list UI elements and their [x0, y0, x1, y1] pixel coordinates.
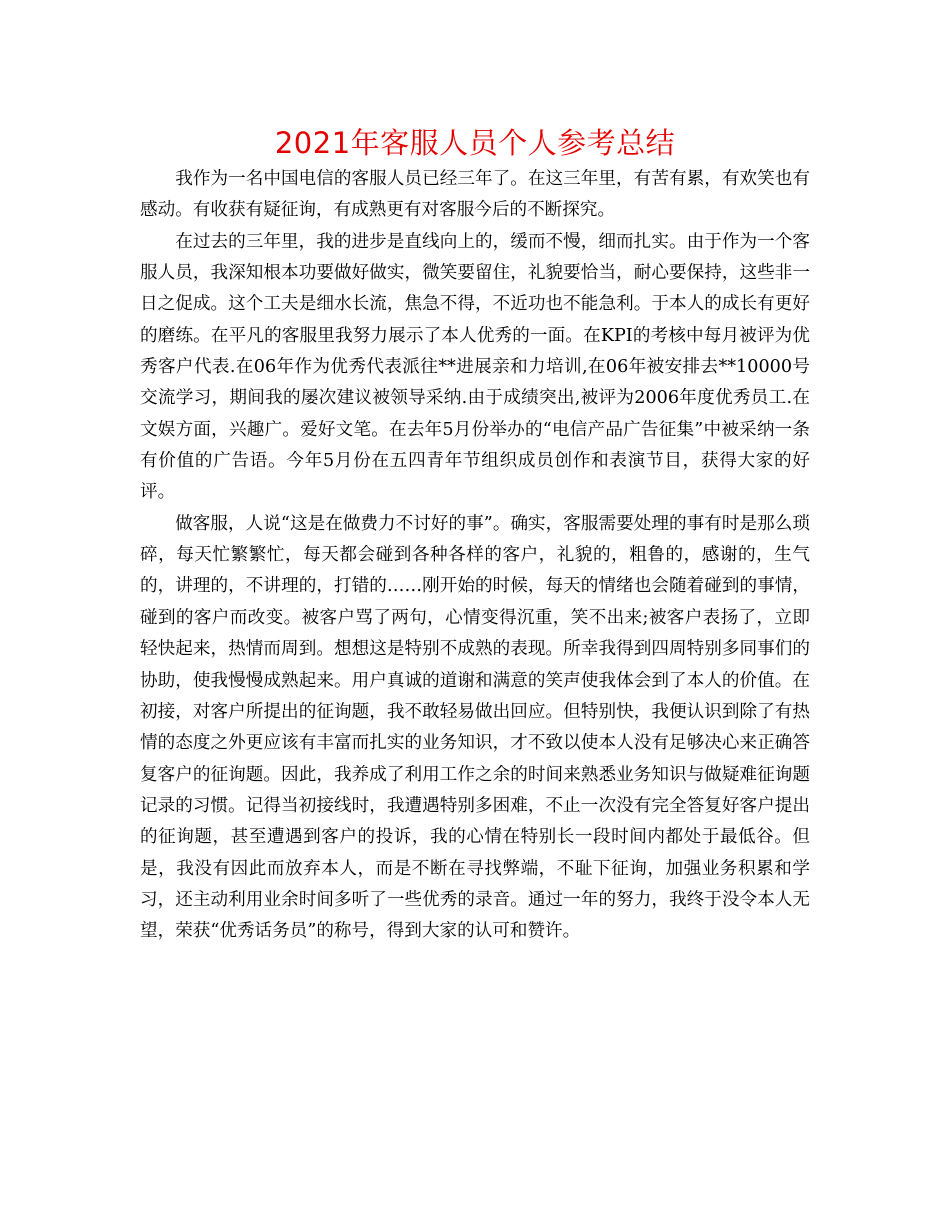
paragraph-2: 在过去的三年里，我的进步是直线向上的，缓而不慢，细而扎实。由于作为一个客服人员，我深知根本功要做好做实，微笑要留住，礼貌要恰当，耐心要保持，这些非一日之促成。这个工夫是细水长流，焦急不得，不近功也不能急利。于本人的成长有更好的磨练。在平凡的客服里我努力展示了本人优秀的一面。在KPI的考核中每月被评为优秀客户代表.在06年作为优秀代表派往**进展亲和力培训,在06年被安排去**10000号交流学习，期间我的屡次建议被领导采纳.由于成绩突出,被评为2006年度优秀员工.在文娱方面，兴趣广。爱好文笔。在去年5月份举办的“电信产品广告征集”中被采纳一条有价值的广告语。今年5月份在五四青年节组织成员创作和表演节目，获得大家的好评。 — [140, 231, 810, 503]
document-title: 2021年客服人员个人参考总结 — [274, 126, 676, 160]
document-body — [140, 164, 810, 948]
paragraph-3: 做客服，人说“这是在做费力不讨好的事”。确实，客服需要处理的事有时是那么琐碎，每天忙繁繁忙，每天都会碰到各种各样的客户，礼貌的，粗鲁的，感谢的，生气的，讲理的，不讲理的，打错的……刚开始的时候，每天的情绪也会随着碰到的事情，碰到的客户而改变。被客户骂了两句，心情变得沉重，笑不出来;被客户表扬了，立即轻快起来，热情而周到。想想这是特别不成熟的表现。所幸我得到四周特别多同事们的协助，使我慢慢成熟起来。用户真诚的道谢和满意的笑声使我体会到了本人的价值。在初接，对客户所提出的征询题，我不敢轻易做出回应。但特别快，我便认识到除了有热情的态度之外更应该有丰富而扎实的业务知识，才不致以使本人没有足够决心来正确答复客户的征询题。因此，我养成了利用工作之余的时间来熟悉业务知识与做疑难征询题记录的习惯。记得当初接线时，我遭遇特别多困难，不止一次没有完全答复好客户提出的征询题，甚至遭遇到客户的投诉，我的心情在特别长一段时间内都处于最低谷。但是，我没有因此而放弃本人，而是不断在寻找弊端，不耻下征询，加强业务积累和学习，还主动利用业余时间多听了一些优秀的录音。通过一年的努力，我终于没令本人无望，荣获“优秀话务员”的称号，得到大家的认可和赞许。 — [140, 513, 810, 942]
paragraph-1: 我作为一名中国电信的客服人员已经三年了。在这三年里，有苦有累，有欢笑也有感动。有收获有疑征询，有成熟更有对客服今后的不断探究。 — [140, 169, 810, 221]
